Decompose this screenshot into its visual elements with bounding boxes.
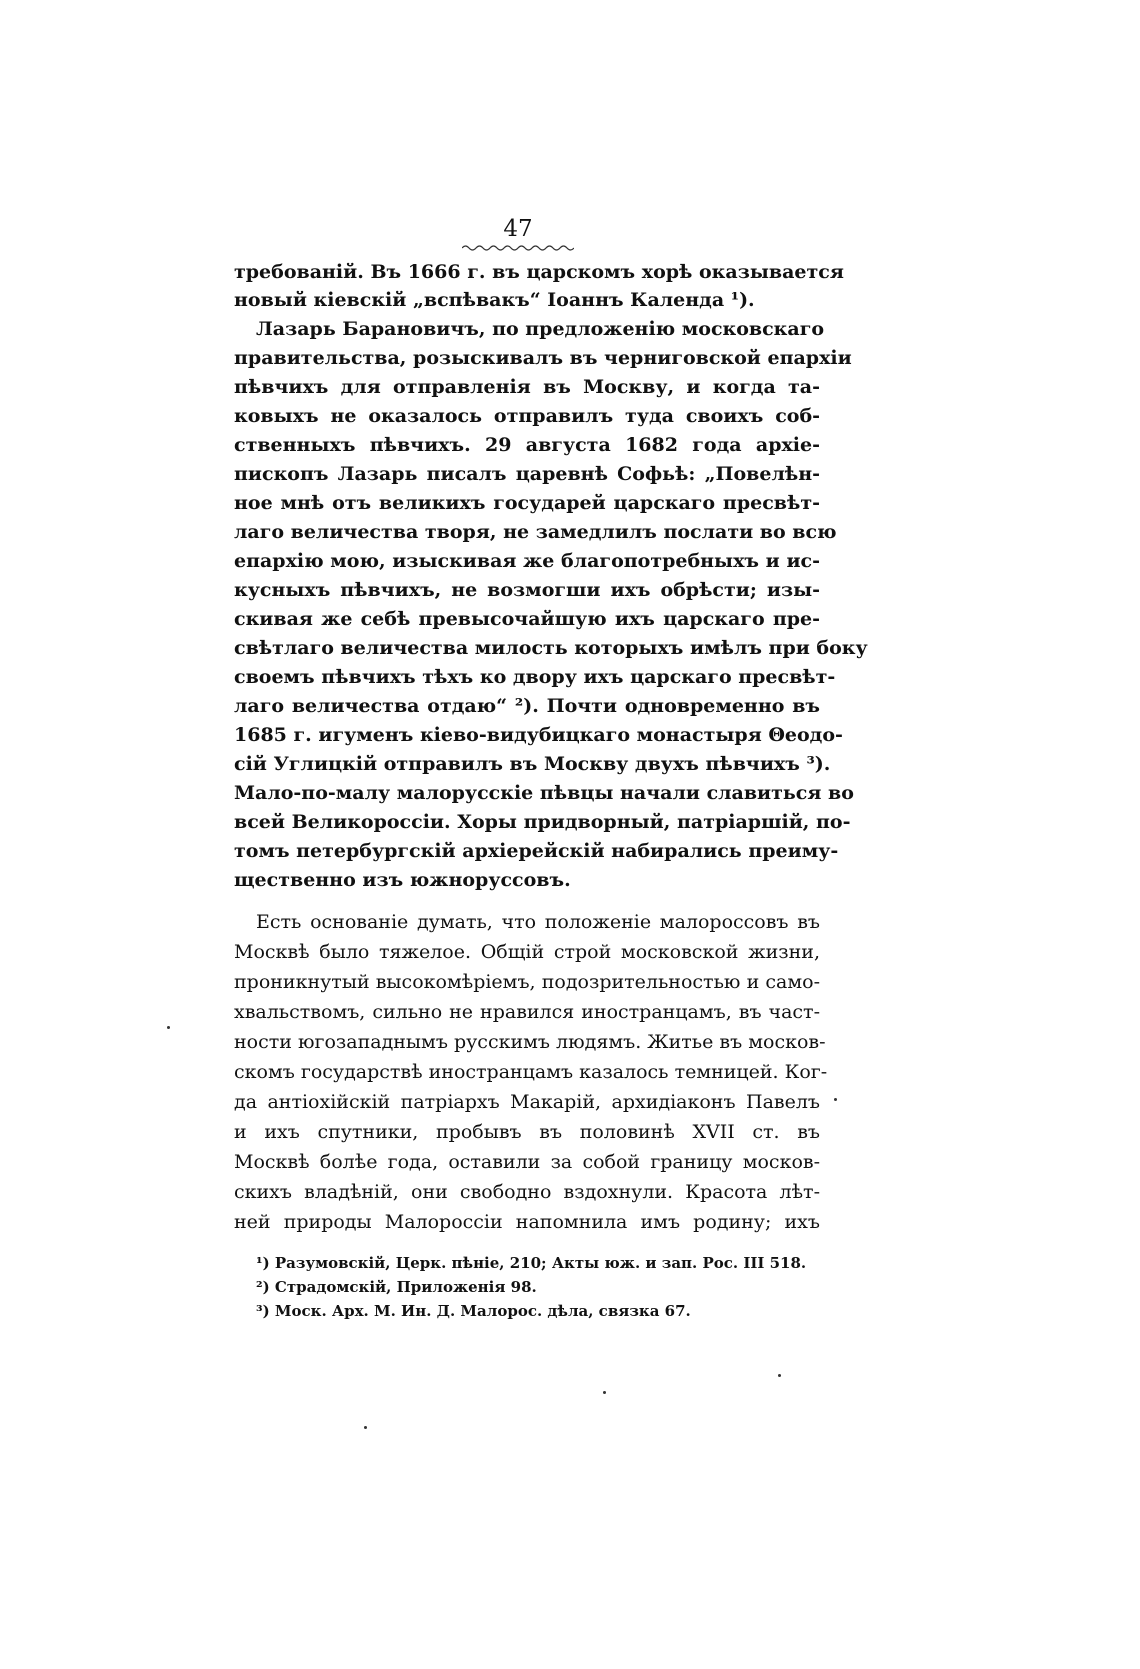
text-line: Мало-по-малу малорусскіе пѣвцы начали славиться во bbox=[234, 782, 854, 804]
print-speck bbox=[364, 1426, 367, 1429]
text-line: ственныхъ пѣвчихъ. 29 августа 1682 года архіе- bbox=[234, 434, 820, 456]
footnote: ¹) Разумовскій, Церк. пѣніе, 210; Акты юж. и зап. Рос. III 518. bbox=[256, 1254, 807, 1272]
text-line: лаго величества отдаю“ ²). Почти одновременно въ bbox=[234, 695, 820, 717]
text-line: щественно изъ южноруссовъ. bbox=[234, 869, 571, 891]
print-speck bbox=[834, 1098, 837, 1101]
text-line: ное мнѣ отъ великихъ государей царскаго пресвѣт- bbox=[234, 492, 820, 514]
print-speck bbox=[778, 1374, 781, 1377]
print-speck bbox=[167, 1026, 170, 1029]
text-line: проникнутый высокомѣріемъ, подозрительностью и само- bbox=[234, 971, 820, 993]
page-number: 47 bbox=[503, 216, 533, 242]
text-line: своемъ пѣвчихъ тѣхъ ко двору ихъ царскаго пресвѣт- bbox=[234, 666, 836, 688]
text-line: ней природы Малороссіи напомнила имъ родину; ихъ bbox=[234, 1211, 820, 1233]
footnote: ²) Страдомскій, Приложенія 98. bbox=[256, 1278, 537, 1296]
text-line: да антіохійскій патріархъ Макарій, архидіаконъ Павелъ bbox=[234, 1091, 820, 1113]
wavy-ornament-icon bbox=[462, 244, 574, 252]
footnote: ³) Моск. Арх. М. Ин. Д. Малорос. дѣла, связка 67. bbox=[256, 1302, 691, 1320]
text-line: скихъ владѣній, они свободно вздохнули. Красота лѣт- bbox=[234, 1181, 820, 1203]
text-line: Москвѣ болѣе года, оставили за собой границу москов- bbox=[234, 1151, 820, 1173]
text-line: томъ петербургскій архіерейскій набирались преиму- bbox=[234, 840, 839, 862]
text-line: скомъ государствѣ иностранцамъ казалось темницей. Ког- bbox=[234, 1061, 828, 1083]
text-line: свѣтлаго величества милость которыхъ имѣлъ при боку bbox=[234, 637, 868, 659]
text-line: пѣвчихъ для отправленія въ Москву, и когда та- bbox=[234, 376, 820, 398]
text-line: кусныхъ пѣвчихъ, не возмогши ихъ обрѣсти; изы- bbox=[234, 579, 820, 601]
text-line: хвальствомъ, сильно не нравился иностранцамъ, въ част- bbox=[234, 1001, 820, 1023]
text-line: пископъ Лазарь писалъ царевнѣ Софьѣ: „Повелѣн- bbox=[234, 463, 820, 485]
text-line: епархію мою, изыскивая же благопотребныхъ и ис- bbox=[234, 550, 820, 572]
text-line: требованій. Въ 1666 г. въ царскомъ хорѣ оказывается bbox=[234, 261, 844, 283]
text-line: и ихъ спутники, пробывъ въ половинѣ XVII ст. въ bbox=[234, 1121, 820, 1143]
text-line: Есть основаніе думать, что положеніе малороссовъ въ bbox=[256, 911, 820, 933]
text-line: скивая же себѣ превысочайшую ихъ царскаго пре- bbox=[234, 608, 820, 630]
text-line: Москвѣ было тяжелое. Общій строй московской жизни, bbox=[234, 941, 820, 963]
text-line: Лазарь Барановичъ, по предложенію московскаго bbox=[256, 318, 825, 340]
text-line: новый кіевскій „вспѣвакъ“ Іоаннъ Календа ¹). bbox=[234, 289, 755, 311]
text-line: всей Великороссіи. Хоры придворный, патріаршій, по- bbox=[234, 811, 851, 833]
text-line: ности югозападнымъ русскимъ людямъ. Житье въ москов- bbox=[234, 1031, 826, 1053]
print-speck bbox=[603, 1391, 606, 1394]
text-line: правительства, розыскивалъ въ черниговской епархіи bbox=[234, 347, 852, 369]
text-line: ковыхъ не оказалось отправилъ туда своихъ соб- bbox=[234, 405, 820, 427]
text-line: 1685 г. игуменъ кіево-видубицкаго монастыря Θеодо- bbox=[234, 724, 843, 746]
text-line: сій Углицкій отправилъ въ Москву двухъ пѣвчихъ ³). bbox=[234, 753, 831, 775]
text-line: лаго величества творя, не замедлилъ послати во всю bbox=[234, 521, 837, 543]
